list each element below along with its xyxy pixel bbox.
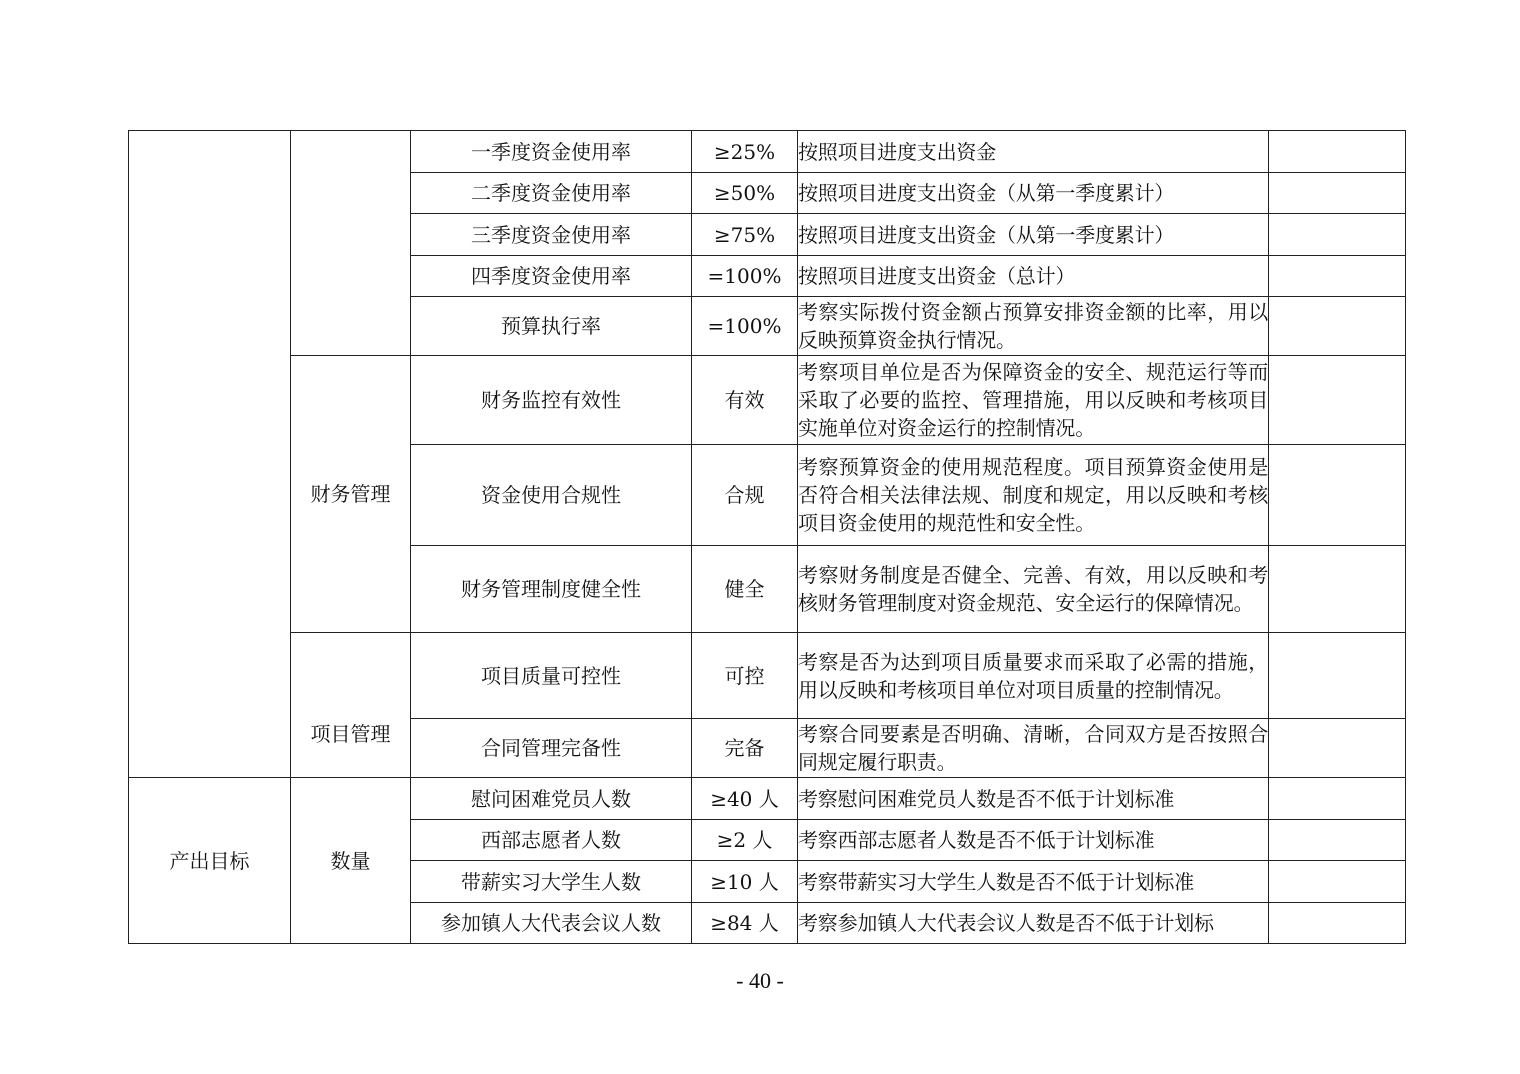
description-cell: 考察合同要素是否明确、清晰，合同双方是否按照合同规定履行职责。 — [798, 719, 1269, 778]
indicator-cell: 项目质量可控性 — [411, 633, 692, 719]
description-cell: 考察项目单位是否为保障资金的安全、规范运行等而采取了必要的监控、管理措施，用以反映和考核项目实施单位对资金运行的控制情况。 — [798, 356, 1269, 445]
level2-cell: 数量 — [291, 778, 411, 944]
level2-cell — [291, 131, 411, 356]
note-cell — [1269, 173, 1406, 214]
description-cell: 按照项目进度支出资金（总计） — [798, 256, 1269, 297]
indicator-cell: 资金使用合规性 — [411, 445, 692, 546]
note-cell — [1269, 633, 1406, 719]
value-cell: ≥2 人 — [692, 820, 798, 861]
indicator-cell: 一季度资金使用率 — [411, 131, 692, 173]
note-cell — [1269, 445, 1406, 546]
page-number: - 40 - — [736, 968, 784, 993]
indicator-cell: 带薪实习大学生人数 — [411, 861, 692, 903]
note-cell — [1269, 820, 1406, 861]
description-cell: 考察慰问困难党员人数是否不低于计划标准 — [798, 778, 1269, 820]
note-cell — [1269, 214, 1406, 256]
performance-indicator-table — [128, 130, 1406, 944]
value-cell: ≥40 人 — [692, 778, 798, 820]
note-cell — [1269, 356, 1406, 445]
note-cell — [1269, 719, 1406, 778]
description-cell: 按照项目进度支出资金（从第一季度累计） — [798, 214, 1269, 256]
description-cell: 考察参加镇人大代表会议人数是否不低于计划标 — [798, 903, 1269, 944]
value-cell: 健全 — [692, 546, 798, 633]
description-cell: 考察是否为达到项目质量要求而采取了必需的措施，用以反映和考核项目单位对项目质量的控制情况。 — [798, 633, 1269, 719]
value-cell: 有效 — [692, 356, 798, 445]
indicator-cell: 参加镇人大代表会议人数 — [411, 903, 692, 944]
indicator-cell: 四季度资金使用率 — [411, 256, 692, 297]
indicator-cell: 三季度资金使用率 — [411, 214, 692, 256]
value-cell: ≥10 人 — [692, 861, 798, 903]
value-cell: 合规 — [692, 445, 798, 546]
level2-cell: 项目管理 — [291, 633, 411, 778]
indicator-cell: 财务监控有效性 — [411, 356, 692, 445]
indicator-cell: 西部志愿者人数 — [411, 820, 692, 861]
value-cell: ≥84 人 — [692, 903, 798, 944]
value-cell: 可控 — [692, 633, 798, 719]
value-cell: ≥25% — [692, 131, 798, 173]
indicator-cell: 慰问困难党员人数 — [411, 778, 692, 820]
note-cell — [1269, 546, 1406, 633]
description-cell: 考察带薪实习大学生人数是否不低于计划标准 — [798, 861, 1269, 903]
note-cell — [1269, 131, 1406, 173]
note-cell — [1269, 861, 1406, 903]
note-cell — [1269, 778, 1406, 820]
description-cell: 考察财务制度是否健全、完善、有效，用以反映和考核财务管理制度对资金规范、安全运行的保障情况。 — [798, 546, 1269, 633]
description-cell: 按照项目进度支出资金 — [798, 131, 1269, 173]
value-cell: 完备 — [692, 719, 798, 778]
indicator-cell: 二季度资金使用率 — [411, 173, 692, 214]
description-cell: 考察西部志愿者人数是否不低于计划标准 — [798, 820, 1269, 861]
indicator-cell: 预算执行率 — [411, 297, 692, 356]
value-cell: =100% — [692, 256, 798, 297]
value-cell: ≥50% — [692, 173, 798, 214]
description-cell: 考察预算资金的使用规范程度。项目预算资金使用是否符合相关法律法规、制度和规定，用以反映和考核项目资金使用的规范性和安全性。 — [798, 445, 1269, 546]
value-cell: ≥75% — [692, 214, 798, 256]
level2-cell: 财务管理 — [291, 356, 411, 633]
table-row — [129, 778, 1406, 820]
level1-cell — [129, 131, 291, 778]
description-cell: 考察实际拨付资金额占预算安排资金额的比率，用以反映预算资金执行情况。 — [798, 297, 1269, 356]
indicator-cell: 财务管理制度健全性 — [411, 546, 692, 633]
level1-cell: 产出目标 — [129, 778, 291, 944]
value-cell: =100% — [692, 297, 798, 356]
note-cell — [1269, 903, 1406, 944]
description-cell: 按照项目进度支出资金（从第一季度累计） — [798, 173, 1269, 214]
note-cell — [1269, 297, 1406, 356]
table-row — [129, 131, 1406, 173]
indicator-cell: 合同管理完备性 — [411, 719, 692, 778]
table-row — [129, 356, 1406, 445]
note-cell — [1269, 256, 1406, 297]
table-row — [129, 633, 1406, 719]
